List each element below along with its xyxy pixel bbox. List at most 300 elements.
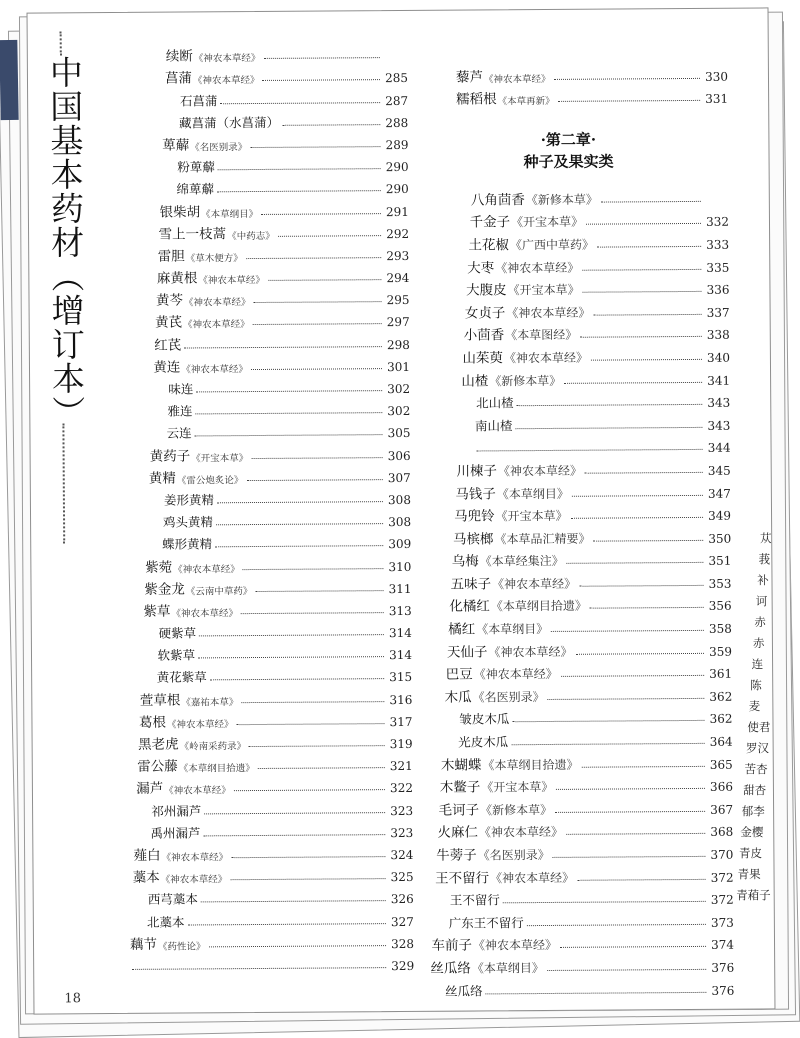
entry-page: 367	[707, 803, 733, 817]
entry-name: 黄芪	[155, 311, 182, 331]
entry-page: 290	[383, 182, 409, 196]
entry-name: 黄精	[149, 466, 176, 486]
dot-leader	[231, 856, 385, 858]
toc-entry	[412, 636, 732, 661]
dot-leader	[580, 336, 702, 338]
dot-leader	[132, 967, 386, 970]
entry-source: 《神农本草经》	[488, 642, 572, 660]
entry-source: 《神农本草经》	[498, 462, 582, 480]
entry-name: 土花椒	[468, 233, 509, 253]
toc-entry	[411, 568, 731, 593]
entry-name: 牛蒡子	[436, 843, 477, 863]
toc-entry	[414, 929, 734, 954]
title-dots-top	[60, 31, 64, 55]
entry-name: 云连	[167, 424, 192, 442]
entry-name: 木瓜	[445, 685, 472, 705]
entry-page: 291	[383, 204, 409, 218]
toc-entry	[91, 573, 411, 597]
entry-name: 乌梅	[452, 550, 479, 570]
entry-page: 376	[708, 983, 734, 997]
toc-entry	[410, 432, 730, 457]
entry-page: 293	[383, 249, 409, 263]
dot-leader	[217, 190, 381, 192]
toc-entry	[413, 749, 733, 774]
entry-name: 马钱子	[455, 482, 496, 502]
entry-page: 359	[706, 644, 732, 658]
entry-name: 粉萆薢	[177, 157, 215, 175]
dot-leader	[551, 630, 704, 632]
toc-chapter-entries	[409, 184, 735, 1000]
entry-name: 王不留行	[435, 866, 489, 886]
entry-source: 《神农本草经》	[184, 294, 251, 308]
entry-name: 黄药子	[150, 444, 191, 464]
entry-name: 南山楂	[475, 416, 513, 434]
toc-entry	[91, 529, 411, 553]
entry-page: 295	[383, 293, 409, 307]
entry-name: 八角茴香	[471, 188, 525, 208]
entry-source: 《新修本草》	[480, 801, 552, 819]
entry-name: 皱皮木瓜	[459, 710, 509, 728]
entry-page: 333	[703, 238, 729, 252]
entry-name: 千金子	[470, 211, 511, 231]
entry-name: 黄花紫草	[157, 668, 207, 686]
entry-page: 341	[704, 373, 730, 387]
entry-name: 紫菀	[145, 555, 172, 575]
entry-name: 麻黄根	[157, 266, 198, 286]
entry-name: 西芎藁本	[148, 890, 198, 908]
dot-leader	[548, 698, 705, 700]
entry-source: 《新修本草》	[526, 190, 598, 208]
entry-name: 车前子	[431, 934, 472, 954]
toc-entry	[411, 545, 731, 570]
edge-fragment: 罗汉	[734, 740, 794, 761]
entry-source: 《本草图经》	[505, 326, 577, 344]
entry-name: 山茱萸	[462, 346, 503, 366]
toc-entry	[410, 319, 730, 344]
toc-entry	[412, 613, 732, 638]
entry-page: 323	[387, 803, 413, 817]
entry-source: 《本草再新》	[498, 93, 555, 107]
entry-name: 马槟榔	[453, 527, 494, 547]
entry-name: 雅连	[167, 402, 192, 420]
entry-name: 藁本	[133, 866, 160, 886]
dot-leader	[583, 291, 702, 293]
dot-leader	[184, 346, 382, 348]
toc-entry	[410, 365, 730, 390]
dot-leader	[586, 223, 701, 225]
toc-entry	[90, 418, 410, 442]
entry-source: 《云南中草药》	[186, 583, 253, 597]
toc-column-right	[408, 61, 735, 1000]
entry-page: 344	[705, 441, 731, 455]
dot-leader	[241, 701, 384, 703]
edge-fragment: 莪	[734, 551, 794, 572]
entry-page: 347	[705, 486, 731, 500]
dot-leader	[571, 517, 703, 519]
entry-source: 《嘉祐本草》	[181, 694, 238, 708]
entry-name: 蝶形黄精	[162, 535, 212, 553]
entry-source: 《开宝本草》	[507, 281, 579, 299]
entry-page: 326	[388, 892, 414, 906]
entry-name: 硬紫草	[158, 623, 196, 641]
toc-entry	[94, 906, 414, 930]
entry-name: 雪上一枝蒿	[159, 222, 227, 242]
entry-page: 307	[385, 471, 411, 485]
dot-leader	[258, 767, 385, 769]
entry-source: 《神农本草经》	[181, 361, 248, 375]
entry-source: 《中药志》	[227, 228, 275, 242]
chapter-number: ·第二章·	[408, 128, 728, 152]
entry-name: 石菖蒲	[180, 91, 218, 109]
edge-fragment: 苦杏	[734, 761, 794, 782]
entry-source: 《本草纲目》	[472, 959, 544, 977]
toc-entry	[414, 907, 734, 932]
toc-entry	[88, 108, 408, 132]
dot-leader	[262, 80, 380, 82]
entry-page: 328	[388, 937, 414, 951]
dot-leader	[567, 562, 704, 564]
dot-leader	[250, 146, 380, 148]
toc-entry	[88, 85, 408, 109]
entry-source: 《神农本草经》	[194, 50, 261, 64]
dot-leader	[251, 368, 382, 370]
toc-entry	[90, 329, 410, 353]
entry-name: 姜形黄精	[164, 490, 214, 508]
dot-leader	[566, 833, 705, 835]
entry-name: 橘红	[448, 618, 475, 638]
dot-leader	[246, 479, 382, 481]
entry-page: 349	[705, 509, 731, 523]
toc-entry	[89, 263, 409, 287]
entry-source: 《神农本草经》	[167, 716, 234, 730]
entry-page: 297	[384, 315, 410, 329]
dot-leader	[187, 923, 385, 925]
entry-name: 绵萆薢	[176, 180, 214, 198]
entry-source: 《开宝本草》	[511, 213, 583, 231]
entry-source: 《名医别录》	[190, 139, 247, 153]
entry-source: 《药性论》	[158, 938, 206, 952]
entry-name: 广东王不留行	[449, 913, 524, 932]
entry-page: 351	[705, 554, 731, 568]
entry-page: 372	[708, 870, 734, 884]
entry-source: 《神农本草经》	[490, 868, 574, 886]
entry-source: 《神农本草经》	[173, 561, 240, 575]
toc-entry	[409, 229, 729, 254]
toc-entry	[414, 975, 734, 1000]
toc-entry	[91, 551, 411, 575]
dot-leader	[210, 679, 384, 681]
toc-entry	[410, 297, 730, 322]
entry-source: 《开宝本草》	[496, 507, 568, 525]
entry-source: 《草木便方》	[186, 250, 243, 264]
toc-entry	[93, 862, 413, 886]
entry-name: 软紫草	[158, 646, 196, 664]
toc-entry	[411, 478, 731, 503]
dot-leader	[527, 924, 706, 926]
dot-leader	[593, 540, 703, 542]
dot-leader	[218, 168, 381, 170]
entry-page: 311	[385, 582, 411, 596]
entry-name: 味连	[168, 379, 193, 397]
dot-leader	[547, 969, 706, 971]
entry-source: 《神农本草经》	[495, 258, 579, 276]
edge-fragment: 青葙子	[734, 887, 794, 908]
entry-name: 雷公藤	[137, 755, 178, 775]
dot-leader	[209, 945, 386, 947]
toc-entry	[413, 839, 733, 864]
dot-leader	[215, 545, 383, 547]
toc-entry	[409, 252, 729, 277]
entry-page: 368	[707, 825, 733, 839]
toc-entry	[92, 662, 412, 686]
entry-page: 345	[705, 464, 731, 478]
entry-name: 天仙子	[447, 640, 488, 660]
entry-source: 《神农本草经》	[161, 871, 228, 885]
entry-name: 祁州漏芦	[151, 801, 201, 819]
dot-leader	[511, 743, 704, 745]
entry-name: 萆薢	[162, 133, 189, 153]
toc-entry	[412, 704, 732, 729]
next-page-edge	[734, 530, 794, 908]
toc-entry	[91, 440, 411, 464]
entry-page: 314	[386, 648, 412, 662]
dot-leader	[196, 390, 382, 392]
toc-entry	[92, 707, 412, 731]
dot-leader	[253, 301, 381, 303]
entry-page: 332	[703, 215, 729, 229]
edge-fragment: 苁	[734, 530, 794, 551]
edge-fragment: 麦	[734, 698, 794, 719]
dot-leader	[253, 324, 382, 326]
toc-entry	[89, 241, 409, 265]
toc-entry	[91, 462, 411, 486]
entry-page: 374	[708, 938, 734, 952]
dot-leader	[579, 585, 703, 587]
dot-leader	[221, 102, 381, 104]
toc-entry	[93, 817, 413, 841]
entry-page: 362	[706, 712, 732, 726]
dot-leader	[268, 279, 381, 281]
toc-entry	[90, 307, 410, 331]
toc-entry	[91, 507, 411, 531]
entry-page: 323	[387, 826, 413, 840]
entry-source: 《名医别录》	[478, 846, 550, 864]
entry-name: 黑老虎	[138, 733, 179, 753]
entry-page: 321	[387, 759, 413, 773]
entry-source: 《本草纲目拾遗》	[482, 755, 578, 773]
entry-name: 木蝴蝶	[441, 753, 482, 773]
toc-entry	[89, 218, 409, 242]
entry-source: 《神农本草经》	[504, 349, 588, 367]
entry-name: 藜芦	[456, 65, 483, 85]
entry-name: 川楝子	[456, 459, 497, 479]
entry-page: 353	[705, 577, 731, 591]
toc-entry	[413, 771, 733, 796]
toc-entry	[411, 523, 731, 548]
toc-entry	[94, 928, 414, 952]
entry-page: 366	[707, 780, 733, 794]
entry-page: 356	[706, 599, 732, 613]
entry-name: 红芪	[154, 333, 181, 353]
book-cover-edge	[0, 40, 19, 120]
toc-entry	[413, 794, 733, 819]
entry-name: 巴豆	[446, 663, 473, 683]
toc-entry	[413, 726, 733, 751]
entry-source: 《开宝本草》	[481, 778, 553, 796]
edge-fragment: 赤	[734, 614, 794, 635]
toc-entry	[409, 274, 729, 299]
dot-leader	[597, 246, 701, 248]
edge-fragment: 连	[734, 656, 794, 677]
entry-name: 鸡头黄精	[163, 512, 213, 530]
entry-name: 王不留行	[450, 891, 500, 909]
entry-name: 山楂	[461, 369, 488, 389]
entry-page: 302	[384, 404, 410, 418]
dot-leader	[486, 991, 707, 994]
entry-source: 《神农本草经》	[479, 823, 563, 841]
entry-name: 藏菖蒲（水菖蒲）	[179, 113, 279, 132]
entry-name: 紫草	[143, 599, 170, 619]
toc-entry	[412, 658, 732, 683]
toc-entry	[90, 396, 410, 420]
entry-name: 五味子	[450, 572, 491, 592]
entry-page: 287	[382, 94, 408, 108]
entry-name: 菖蒲	[165, 67, 192, 87]
toc-entry	[93, 729, 413, 753]
toc-entry	[88, 130, 408, 154]
entry-page: 365	[707, 757, 733, 771]
entry-name: 大枣	[467, 256, 494, 276]
entry-page: 301	[384, 360, 410, 374]
edge-fragment: 甜杏	[734, 782, 794, 803]
entry-source: 《雷公炮炙论》	[177, 472, 244, 486]
entry-source: 《本草纲目拾遗》	[491, 597, 587, 615]
entry-name: 女贞子	[465, 301, 506, 321]
toc-entry	[409, 206, 729, 231]
dot-leader	[512, 720, 704, 722]
entry-page: 324	[387, 848, 413, 862]
toc-entry	[88, 41, 408, 65]
dot-leader	[590, 607, 704, 609]
dot-leader	[255, 590, 383, 592]
toc-entry	[93, 840, 413, 864]
entry-page: 350	[705, 531, 731, 545]
entry-page: 317	[386, 715, 412, 729]
dot-leader	[204, 812, 385, 814]
entry-page: 327	[388, 914, 414, 928]
entry-source: 《广西中草药》	[510, 236, 594, 254]
dot-leader	[561, 675, 704, 677]
edge-fragment: 诃	[734, 593, 794, 614]
dot-leader	[195, 435, 383, 437]
entry-source: 《神农本草经》	[164, 783, 231, 797]
dot-leader	[278, 235, 381, 237]
entry-source: 《本草纲目》	[201, 205, 258, 219]
edge-fragment: 青皮	[734, 845, 794, 866]
entry-name: 漏芦	[136, 777, 163, 797]
toc-entry	[92, 618, 412, 642]
entry-page: 330	[702, 69, 728, 83]
entry-page: 364	[707, 735, 733, 749]
entry-name: 糯稻根	[456, 88, 497, 108]
entry-name: 紫金龙	[144, 577, 185, 597]
toc-entry	[414, 952, 734, 977]
entry-name: 银柴胡	[159, 200, 200, 220]
dot-leader	[564, 381, 702, 383]
dot-leader	[246, 257, 381, 259]
entry-page: 331	[702, 92, 728, 106]
entry-source: 《神农本草经》	[183, 316, 250, 330]
entry-page: 335	[703, 260, 729, 274]
entry-name: 黄连	[153, 355, 180, 375]
entry-source: 《开宝本草》	[191, 450, 248, 464]
title-dots-bottom	[62, 423, 67, 543]
entry-page: 316	[386, 693, 412, 707]
dot-leader	[243, 568, 384, 570]
entry-page: 343	[704, 418, 730, 432]
toc-entry	[89, 152, 409, 176]
entry-name: 黄芩	[156, 289, 183, 309]
dot-leader	[553, 856, 706, 858]
entry-page: 309	[385, 537, 411, 551]
toc-entry	[411, 455, 731, 480]
toc-entry	[410, 410, 730, 435]
toc-entry	[409, 184, 729, 209]
entry-page: 329	[388, 959, 414, 973]
toc-entry	[414, 884, 734, 909]
entry-page: 308	[385, 515, 411, 529]
dot-leader	[477, 449, 703, 452]
toc-entry	[408, 83, 728, 108]
entry-page: 285	[382, 71, 408, 85]
toc-entry	[410, 342, 730, 367]
toc-entry	[92, 596, 412, 620]
entry-page: 306	[385, 448, 411, 462]
dot-leader	[261, 213, 381, 215]
entry-page: 314	[386, 626, 412, 640]
entry-source: 《岭南采药录》	[180, 738, 247, 752]
book-page	[27, 7, 776, 1014]
entry-page: 315	[386, 670, 412, 684]
toc-column-left	[88, 41, 414, 975]
edge-fragment: 赤	[734, 635, 794, 656]
entry-page: 302	[384, 382, 410, 396]
entry-page: 310	[385, 559, 411, 573]
toc-entry	[412, 681, 732, 706]
chapter-heading	[408, 128, 728, 174]
entry-page: 362	[706, 690, 732, 704]
entry-name: 小茴香	[464, 324, 505, 344]
entry-page: 336	[703, 283, 729, 297]
dot-leader	[204, 834, 386, 836]
running-title: 中国基本药材（增订本）	[42, 55, 85, 429]
edge-fragment: 陈	[734, 677, 794, 698]
dot-leader	[517, 404, 703, 406]
entry-source: 《神农本草经》	[193, 72, 260, 86]
entry-source: 《本草品汇精要》	[494, 529, 590, 547]
edge-fragment: 使君	[734, 719, 794, 740]
entry-page: 370	[707, 848, 733, 862]
toc-right-top-entries	[408, 61, 728, 108]
toc-entry	[410, 387, 730, 412]
dot-leader	[503, 901, 706, 903]
entry-page: 308	[385, 493, 411, 507]
dot-leader	[216, 523, 383, 525]
dot-leader	[593, 314, 701, 316]
entry-source: 《神农本草经》	[171, 605, 238, 619]
entry-page: 289	[382, 138, 408, 152]
dot-leader	[591, 359, 702, 361]
